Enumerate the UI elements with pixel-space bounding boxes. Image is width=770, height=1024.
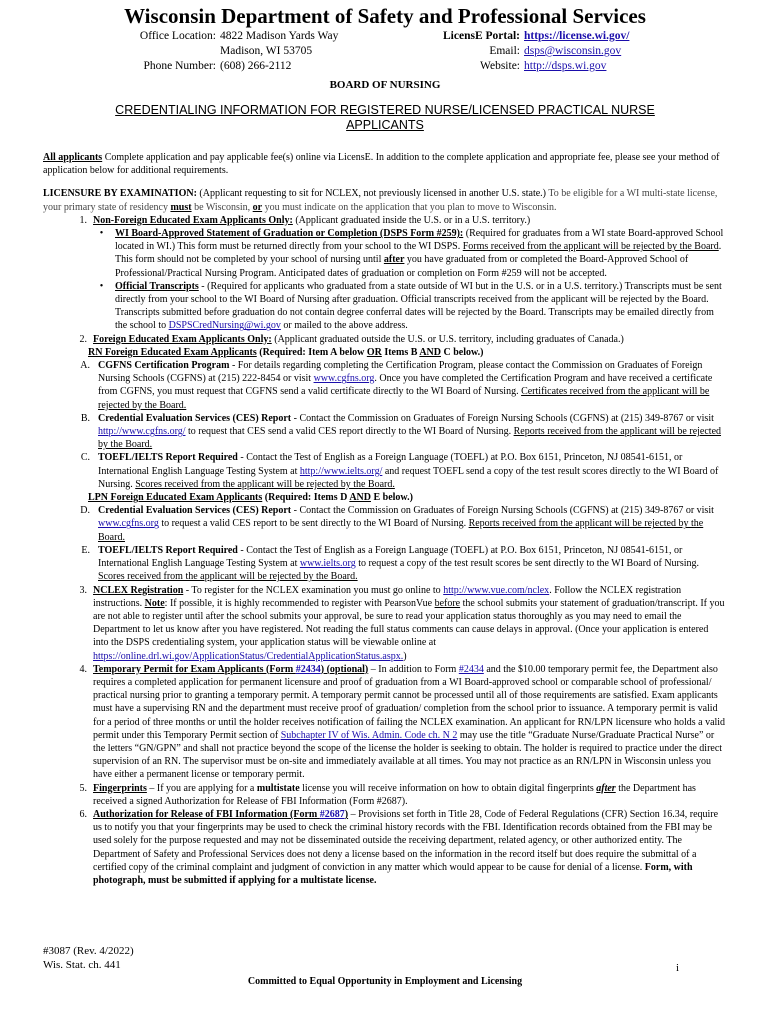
item-number: 2.: [79, 333, 87, 345]
item6-title: Authorization for Release of FBI Information (Form: [93, 808, 320, 820]
item-underlined-text: Reports received from the applicant will be rejected by the Board.: [98, 518, 704, 543]
office-address-line1: 4822 Madison Yards Way: [220, 30, 339, 42]
section-text: (Required: Items D: [262, 492, 350, 504]
item-text: to request a valid CES report to be sent directly to the WI Board of Nursing.: [158, 518, 469, 530]
list-item-4: [43, 663, 726, 782]
item4-title-end: ) (optional): [320, 663, 369, 675]
form-number: #3087 (Rev. 4/2022): [43, 945, 134, 957]
office-label: Office Location:: [139, 30, 216, 42]
cgfns-link[interactable]: www.cgfns.org: [313, 373, 375, 385]
cgfns-link[interactable]: www.cgfns.org: [98, 518, 159, 530]
item-emphasis: before: [434, 597, 461, 609]
exam-heading: LICENSURE BY EXAMINATION:: [43, 188, 197, 200]
cgfns-link[interactable]: http://www.cgfns.org/: [98, 426, 186, 438]
item-text: – Provisions set forth in Title 28, Code of Federal Regulations (CFR) Section 16.34, require us to notify you that your fingerprints may be used to check the criminal history records with the FBI. Identification records obtained from the FBI may be used solely for the purpose requested and may not be disseminated outside the receiving department, related agency, or other authorized entity. The Department of Safety and Professional Services does not deny a license based on the information in the record itself but does require the submittal of a certified copy of the criminal complaint and judgment of conviction in any matter which would appear to be cause for denial of a license.: [93, 808, 719, 873]
section-title: LPN Foreign Educated Exam Applicants: [88, 492, 263, 504]
section-emphasis: AND: [349, 492, 371, 504]
item-letter: B.: [80, 412, 90, 424]
document-body: [43, 151, 726, 887]
list-item-1: [43, 214, 726, 227]
list-item-6: [43, 808, 726, 887]
item-text: and request TOEFL send a copy of the test result scores directly to the WI Board of Nursing.: [98, 465, 719, 490]
board-name: BOARD OF NURSING: [329, 79, 441, 91]
item2-title: Foreign Educated Exam Applicants Only:: [93, 333, 272, 345]
email-label: Email:: [489, 45, 520, 57]
item-text: : If possible, it is highly recommended to register with PearsonVue: [164, 597, 435, 609]
statute-reference: Wis. Stat. ch. 441: [43, 959, 121, 971]
item-text: may use the title “Graduate Nurse/Graduate Practical Nurse” or the letters “GN/GPN” and shall not practice beyond the scope of the license the holder is seeking to obtain. The holder is required to practice under the direct supervision of an RN. The supervisor must be on-site and immediately available at all times. You may not practice as an RN/LPN in Wisconsin unless you have either a permanent license or temporary permit.: [93, 729, 723, 781]
note-label: Note: [144, 597, 165, 609]
item1-title: Non-Foreign Educated Exam Applicants Only:: [93, 214, 293, 226]
exam-note-1: To be eligible for a WI multi-state license, your primary state of residency: [43, 188, 718, 213]
page-title: Wisconsin Department of Safety and Professional Services: [124, 4, 646, 28]
bullet-emphasis: after: [383, 254, 405, 266]
item-text: - Contact the Commission on Graduates of Foreign Nursing Schools (CGFNS) at (215) 349-8767 or visit: [291, 412, 714, 424]
item-e-toefl: [43, 544, 726, 584]
website-link[interactable]: http://dsps.wi.gov: [524, 60, 607, 72]
bullet-form-259: [43, 227, 726, 280]
item-text: - For details regarding completing the Certification Program, please contact the Commission on Graduates of Foreign Nursing Schools (CGFNS) at (215) 222-8454 or visit: [98, 360, 703, 385]
item-title: TOEFL/IELTS Report Required: [98, 544, 238, 556]
bullet-underlined-text: Forms received from the applicant will be rejected by the Board: [462, 241, 719, 253]
section-title: RN Foreign Educated Exam Applicants: [88, 346, 257, 358]
list-item-2: [43, 333, 726, 346]
form-2434-link[interactable]: #2434: [458, 663, 484, 675]
item-text: . Once you have completed the Certification Program and have received a certificate from CGFNS, you must request that CGFNS send a valid certificate directly to the WI Board of Nursing.: [98, 373, 713, 398]
item-c-toefl: [43, 451, 726, 491]
item5-title: Fingerprints: [93, 782, 147, 794]
bullet-text: . This form should not be completed by your school of nursing until: [115, 241, 722, 266]
bullet-icon: •: [99, 280, 104, 292]
phone-number: (608) 266-2112: [220, 60, 292, 72]
office-info: [130, 29, 338, 74]
form-2434-link[interactable]: #2434: [295, 663, 321, 675]
item-text: - Contact the Test of English as a Foreign Language (TOEFL) at P.O. Box 6151, Princeton, NJ 08541-6151, or International English Language Testing System at: [98, 544, 683, 570]
item-b-ces: [43, 412, 726, 452]
item-underlined-text: Scores received from the applicant will be rejected by the Board.: [135, 478, 395, 490]
form-2687-link[interactable]: #2687: [319, 808, 345, 820]
office-address-line2: Madison, WI 53705: [220, 45, 313, 57]
ielts-link[interactable]: www.ielts.org: [299, 558, 356, 570]
section-text: (Required: Item A below: [256, 346, 367, 358]
bullet-text: or mailed to the above address.: [280, 320, 408, 332]
email-link[interactable]: dsps@wisconsin.gov: [524, 45, 622, 57]
item-number: 1.: [79, 214, 87, 226]
item-text: – In addition to Form: [368, 663, 459, 675]
item1-text: (Applicant graduated inside the U.S. or in a U.S. territory.): [292, 214, 531, 226]
contact-info: [430, 29, 629, 74]
footer-info: [43, 944, 134, 972]
item-number: 6.: [79, 808, 87, 820]
item-text: the Department has received a signed Authorization for Release of FBI Information (Form #2687).: [93, 782, 696, 807]
item-text: . Follow the NCLEX registration instructions.: [93, 584, 682, 609]
document-subtitle: CREDENTIALING INFORMATION FOR REGISTERED NURSE/LICENSED PRACTICAL NURSE APPLICANTS: [115, 103, 655, 132]
exam-must: must: [170, 201, 192, 213]
intro-lead: All applicants: [43, 152, 103, 163]
list-item-5: [43, 782, 726, 808]
portal-link[interactable]: https://license.wi.gov/: [524, 30, 630, 42]
item-title: TOEFL/IELTS Report Required: [98, 452, 238, 464]
exam-note-2: be Wisconsin,: [191, 201, 253, 213]
item-underlined-text: Certificates received from the applicant will be rejected by the Board.: [98, 386, 710, 411]
portal-label: LicensE Portal:: [443, 30, 520, 42]
item-text: - Contact the Commission on Graduates of Foreign Nursing Schools (CGFNS) at (215) 349-8767 or visit: [291, 505, 714, 517]
item-d-ces: [43, 504, 726, 544]
item-letter: E.: [81, 544, 90, 556]
item-underlined-text: Reports received from the applicant will be rejected by the Board.: [98, 426, 722, 451]
item-emphasis: multistate: [256, 782, 300, 794]
bullet-icon: •: [99, 228, 104, 240]
phone-label: Phone Number:: [143, 60, 216, 72]
section-text: Items B: [381, 346, 420, 358]
item-text: and the $10.00 temporary permit fee, the Department also requires a completed application for permanent licensure and proof of graduation from a WI Board-approved school or comparable school of professional/ practical nursing prior to granting a temporary permit. A temporary permit cannot be processed until all of those requirements are satisfied. Exam applicants must have a supervising RN and the department must receive proof of graduation/ completion from the school prior to issuance. A temporary permit is valid for a period of three months or until the holder receives notification of failing the NCLEX examination. An applicant for RN/LPN licensure who holds a valid permit under this Temporary Permit section of: [93, 663, 726, 741]
item-number: 3.: [79, 584, 87, 596]
bullet-title: Official Transcripts: [115, 280, 199, 292]
item-text: license you will receive information on how to obtain digital fingerprints: [299, 782, 597, 794]
section-emphasis: AND: [419, 346, 441, 358]
item-emphasis: after: [596, 782, 616, 794]
admin-code-link[interactable]: Subchapter IV of Wis. Admin. Code ch. N 2: [280, 729, 458, 741]
item-text: - To register for the NCLEX examination you must go online to: [183, 584, 444, 596]
bullet-text: you have graduated from or completed the Board-Approved School of Professional/Practical Nursing Program. Anticipated dates of graduation or completion on Form #259 will not be accepted.: [115, 254, 689, 279]
item-text: to request a copy of the test result scores be sent directly to the WI Board of Nursing.: [355, 558, 700, 570]
section-text: C below.): [441, 346, 484, 358]
application-status-link[interactable]: https://online.drl.wi.gov/ApplicationStatus/CredentialApplicationStatus.aspx.: [93, 650, 404, 662]
intro-text: Complete application and pay applicable fee(s) online via LicensE. In addition to the complete application and appropriate fee, please see your method of application below for additional requirements.: [43, 152, 720, 177]
bullet-text: - (Required for applicants who graduated from a state outside of WI but in the U.S. or in a U.S. territory.) Transcripts must be sent directly from your school to the WI Board of Nursing after graduation. Official transcripts received from the applicant will be rejected by the Board. Transcripts submitted before graduation do not contain degree conferral dates will be rejected by the Board. Transcripts may be emailed directly from the school to: [115, 280, 722, 332]
transcripts-email-link[interactable]: DSPSCredNursing@wi.gov: [168, 320, 281, 332]
exam-heading-text: (Applicant requesting to sit for NCLEX, not previously licensed in another U.S. state.): [196, 188, 549, 200]
lpn-section-heading: [43, 491, 726, 504]
exam-or: or: [252, 201, 263, 213]
intro-paragraph: [43, 151, 726, 177]
item-title: Credential Evaluation Services (CES) Report: [98, 505, 292, 517]
item6-title-end: ): [344, 808, 349, 820]
item-letter: D.: [80, 505, 90, 517]
item-a-cgfns: [43, 359, 726, 412]
website-label: Website:: [480, 60, 520, 72]
item2-text: (Applicant graduated outside the U.S. or U.S. territory, including graduates of Canada.): [271, 333, 624, 345]
section-text: E below.): [370, 492, 413, 504]
item3-title: NCLEX Registration: [93, 584, 184, 596]
bullet-title: WI Board-Approved Statement of Graduation or Completion (DSPS Form #259):: [115, 228, 464, 240]
item-text: - Contact the Test of English as a Foreign Language (TOEFL) at P.O. Box 6151, Princeton, NJ 08541-6151, or International English Language Testing System at: [98, 452, 683, 477]
bullet-transcripts: [43, 280, 726, 333]
item-text: ): [403, 650, 407, 662]
ielts-link[interactable]: http://www.ielts.org/: [299, 465, 383, 477]
list-item-3: [43, 584, 726, 663]
item-text: to request that CES send a valid CES report directly to the WI Board of Nursing.: [185, 426, 514, 438]
page-number: i: [676, 962, 680, 974]
item-letter: C.: [80, 452, 90, 464]
exam-paragraph: [43, 187, 726, 213]
bullet-text: (Required for graduates from a WI state Board-approved School located in WI.) This form must be returned directly from your school to the WI DSPS.: [115, 228, 724, 253]
item-text: – If you are applying for a: [146, 782, 257, 794]
equal-opportunity-statement: Committed to Equal Opportunity in Employment and Licensing: [247, 976, 523, 987]
item-number: 5.: [79, 782, 87, 794]
section-emphasis: OR: [366, 346, 382, 358]
item-underlined-text: Scores received from the applicant will be rejected by the Board.: [98, 571, 358, 583]
item4-title: Temporary Permit for Exam Applicants (Form: [93, 663, 296, 675]
item-title: CGFNS Certification Program: [98, 360, 230, 372]
exam-note-3: you must indicate on the application that you plan to move to Wisconsin.: [262, 201, 557, 213]
item-title: Credential Evaluation Services (CES) Report: [98, 412, 292, 424]
item-number: 4.: [79, 663, 87, 675]
rn-section-heading: [43, 346, 726, 359]
item-text: the school submits your statement of graduation/transcript. If you are not able to register until after the school submits your approval, be sure to read your application status thoroughly as you may need to email the Department to let us know after you have registered. Not reading the full status comments can cause delays in approval. (Once your application is entered into the DSPS credentialing system, your application status will be viewable online at: [93, 597, 725, 649]
nclex-link[interactable]: http://www.vue.com/nclex: [443, 584, 550, 596]
item-letter: A.: [80, 360, 90, 372]
item-emphasis: Form, with photograph, must be submitted if applying for a multistate license.: [93, 861, 693, 886]
